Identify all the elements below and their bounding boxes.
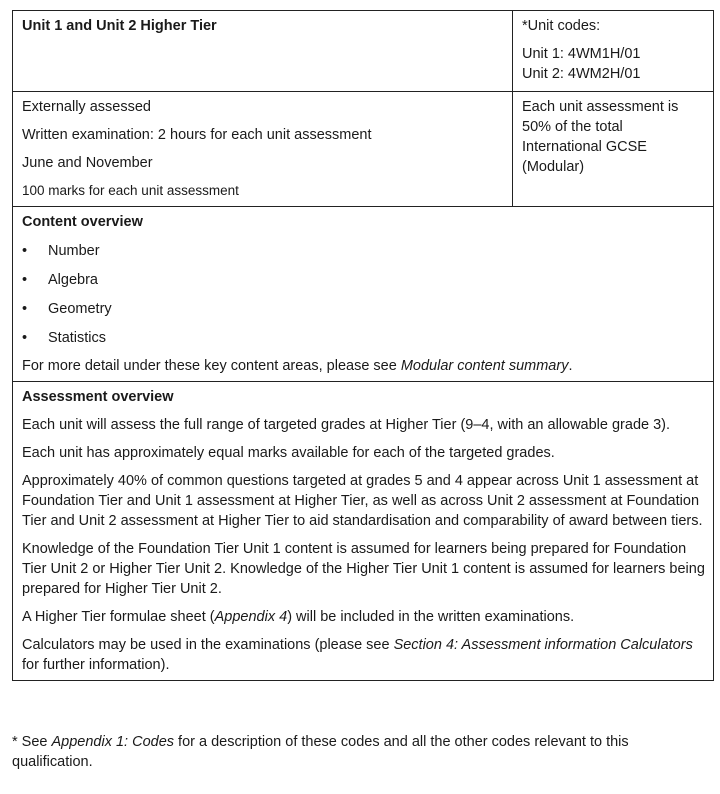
para-6-suffix: for further information). xyxy=(22,657,170,673)
bullet-icon: • xyxy=(22,301,28,317)
unit-codes-label: *Unit codes: xyxy=(522,18,601,34)
unit-codes-cell xyxy=(513,11,714,92)
list-item xyxy=(22,328,705,348)
detail-assessed: Externally assessed xyxy=(22,99,151,115)
list-item xyxy=(22,299,705,319)
para-5-suffix: ) will be included in the written examinations. xyxy=(287,609,575,625)
list-item-label: Algebra xyxy=(48,272,98,288)
detail-marks: 100 marks for each unit assessment xyxy=(22,183,239,198)
assessment-para-5 xyxy=(22,607,705,627)
list-item xyxy=(22,270,705,290)
list-item xyxy=(22,241,705,261)
list-item-label: Geometry xyxy=(48,301,112,317)
bullet-icon: • xyxy=(22,243,28,259)
list-item-label: Statistics xyxy=(48,330,107,346)
details-row xyxy=(13,92,714,207)
more-detail-suffix: . xyxy=(568,358,573,374)
assessment-overview-heading: Assessment overview xyxy=(22,389,174,405)
list-item-label: Number xyxy=(48,243,100,259)
detail-written-exam: Written examination: 2 hours for each unit assessment xyxy=(22,127,372,143)
footnote-suffix: for a description of these codes and all the other codes relevant to this qualification. xyxy=(12,734,629,770)
unit2-code: Unit 2: 4WM2H/01 xyxy=(522,66,641,82)
para-6-prefix: Calculators may be used in the examinations (please see xyxy=(22,637,394,653)
assessment-para-1: Each unit will assess the full range of targeted grades at Higher Tier (9–4, with an allowable grade 3). xyxy=(22,417,671,433)
section-4-ref: Section 4: Assessment information Calculators xyxy=(393,637,693,653)
weighting-text: Each unit assessment is 50% of the total International GCSE (Modular) xyxy=(522,99,679,175)
weighting-cell xyxy=(513,92,714,207)
footnote-prefix: * See xyxy=(12,734,52,750)
unit-title: Unit 1 and Unit 2 Higher Tier xyxy=(22,18,217,34)
modular-content-summary-ref: Modular content summary xyxy=(400,358,569,374)
bullet-icon: • xyxy=(22,330,28,346)
content-overview-cell xyxy=(13,207,714,382)
content-more-detail xyxy=(22,356,705,376)
assessment-para-2: Each unit has approximately equal marks available for each of the targeted grades. xyxy=(22,445,555,461)
bullet-icon: • xyxy=(22,272,28,288)
assessment-para-6 xyxy=(22,635,705,675)
header-row xyxy=(13,11,714,92)
content-list xyxy=(22,241,705,348)
content-overview-heading: Content overview xyxy=(22,214,143,230)
unit1-code: Unit 1: 4WM1H/01 xyxy=(522,46,641,62)
more-detail-prefix: For more detail under these key content areas, please see xyxy=(22,358,401,374)
appendix-4-ref: Appendix 4 xyxy=(214,609,288,625)
appendix-1-ref: Appendix 1: Codes xyxy=(51,734,175,750)
assessment-overview-row xyxy=(13,382,714,681)
assessment-para-3: Approximately 40% of common questions targeted at grades 5 and 4 appear across Unit 1 assessment at Foundation Tier and Unit 1 assessment at Higher Tier, as well as across Unit 2 assessment at Foundation Tier and Unit 2 assessment at Higher Tier to aid standardisation and comparability of award between tiers. xyxy=(22,473,703,529)
header-title-cell xyxy=(13,11,513,92)
assessment-para-4: Knowledge of the Foundation Tier Unit 1 content is assumed for learners being prepared for Foundation Tier Unit 2 or Higher Tier Unit 2. Knowledge of the Higher Tier Unit 1 content is assumed for learners being prepared for Higher Tier Unit 2. xyxy=(22,541,705,597)
footnote xyxy=(12,732,712,772)
content-overview-row xyxy=(13,207,714,382)
unit-spec-table xyxy=(12,10,714,681)
para-5-prefix: A Higher Tier formulae sheet ( xyxy=(22,609,215,625)
detail-sessions: June and November xyxy=(22,155,153,171)
details-cell xyxy=(13,92,513,207)
assessment-overview-cell xyxy=(13,382,714,681)
